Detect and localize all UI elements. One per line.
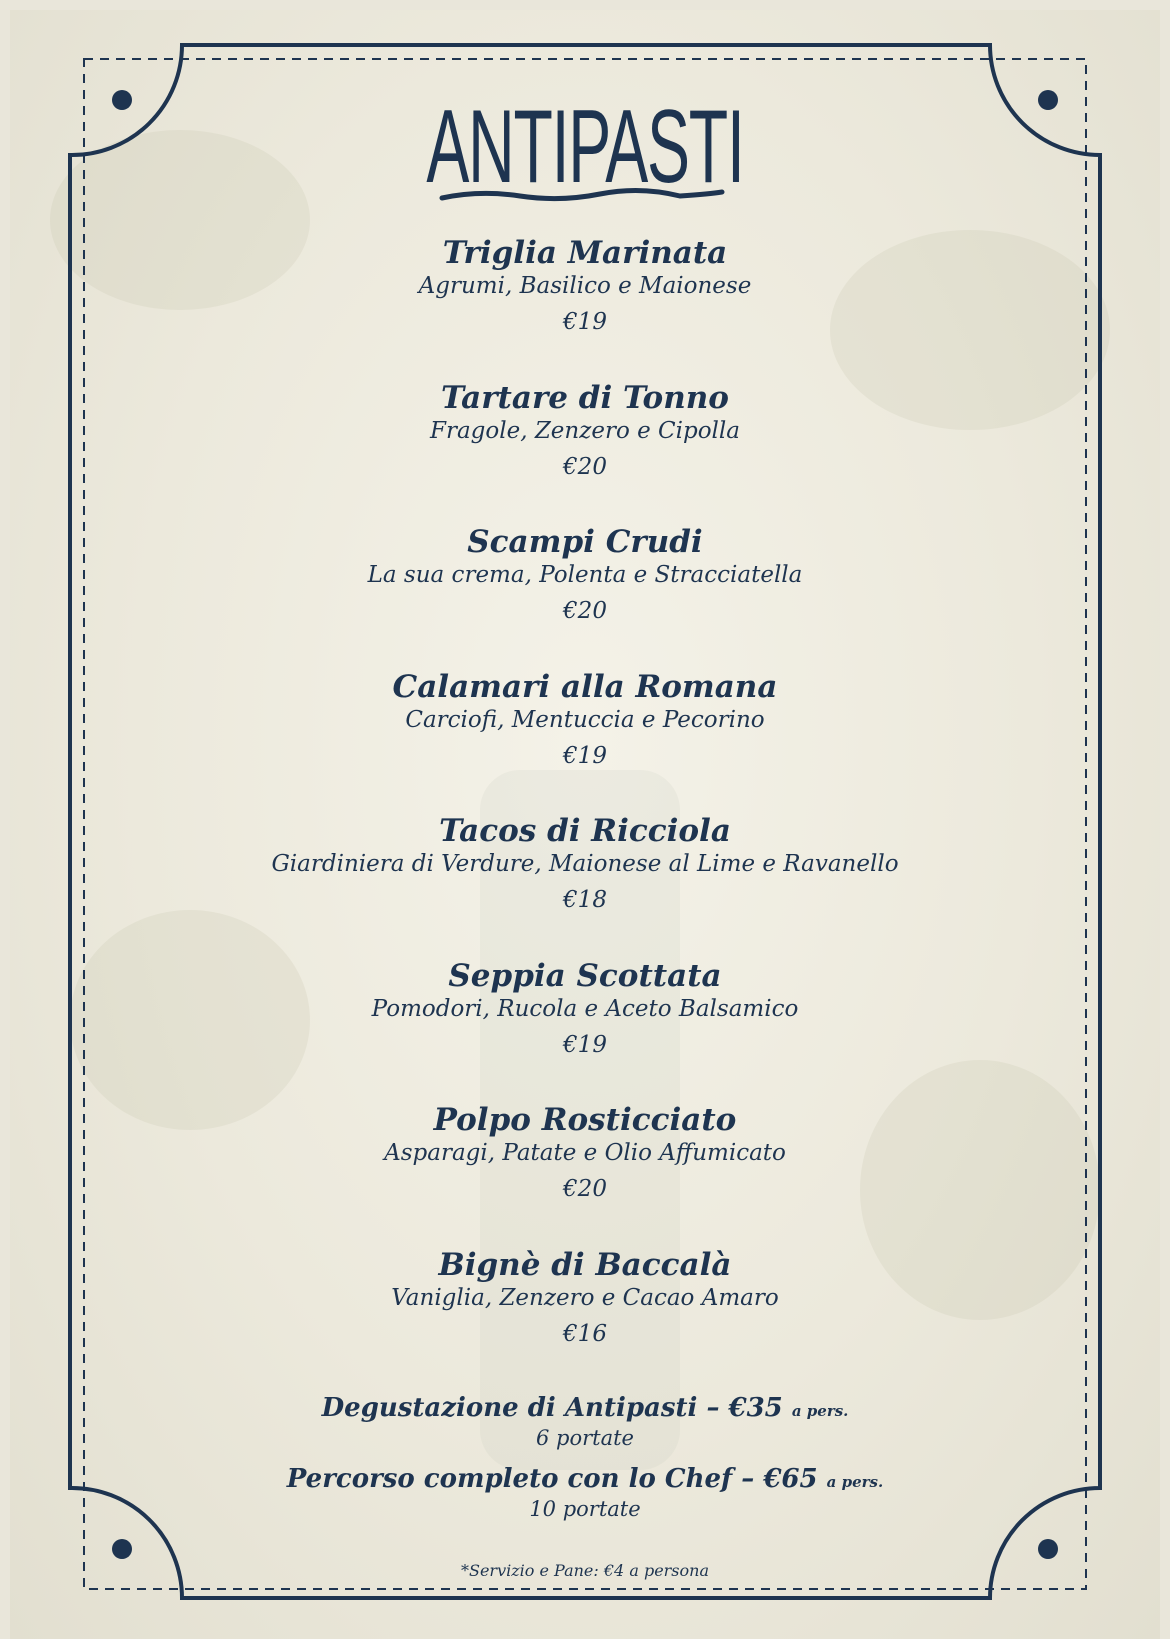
corner-dot-icon [1038,90,1058,110]
tasting-courses: 6 portate [536,1426,634,1450]
service-footnote: *Servizio e Pane: €4 a persona [460,1561,709,1580]
dish-name: Bignè di Baccalà [438,1246,732,1283]
tasting-separator: – [697,1393,729,1423]
dish-price: €16 [563,1320,607,1347]
dish-price: €20 [563,1176,607,1202]
dish-name: Calamari alla Romana [392,668,778,705]
dish-name: Triglia Marinata [442,235,728,271]
dish-price: €20 [563,598,607,624]
dish-price: €19 [563,1031,607,1058]
dish-name: Tacos di Ricciola [439,813,731,849]
dish-name: Scampi Crudi [467,524,703,560]
dish-description: Asparagi, Patate e Olio Affumicato [384,1140,786,1166]
tasting-courses: 10 portate [529,1497,641,1521]
dish-name: Tartare di Tonno [441,379,729,416]
list-item [10,813,1160,958]
tasting-menu-option [10,1393,1160,1450]
list-item [10,1102,1160,1247]
list-item [10,958,1160,1103]
tasting-unit: a pers. [826,1473,884,1491]
dish-description: La sua crema, Polenta e Stracciatella [367,562,803,588]
tasting-separator: – [732,1464,764,1494]
antipasti-list [10,235,1160,1391]
dish-name: Polpo Rosticciato [433,1102,737,1138]
dish-description: Giardiniera di Verdure, Maionese al Lime e Ravanello [271,851,899,877]
corner-dot-icon [112,90,132,110]
dish-description: Carciofi, Mentuccia e Pecorino [405,706,765,733]
list-item [10,380,1160,525]
page-title: ANTIPASTI [426,89,744,205]
tasting-unit: a pers. [791,1402,849,1420]
dish-price: €19 [563,309,607,335]
list-item [10,235,1160,380]
corner-dot-icon [112,1539,132,1559]
tasting-menu-option [10,1464,1160,1521]
list-item [10,1247,1160,1392]
menu-page [10,10,1160,1639]
dish-price: €18 [563,887,607,913]
dish-description: Pomodori, Rucola e Aceto Balsamico [371,995,799,1022]
dish-description: Vaniglia, Zenzero e Cacao Amaro [391,1284,779,1311]
tasting-price: €65 [763,1464,818,1494]
corner-dot-icon [1038,1539,1058,1559]
tasting-price: €35 [728,1393,783,1423]
dish-price: €20 [563,453,607,480]
tasting-name: Degustazione di Antipasti [321,1393,698,1423]
list-item [10,669,1160,814]
dish-price: €19 [563,742,607,769]
dish-description: Agrumi, Basilico e Maionese [418,273,752,299]
dish-description: Fragole, Zenzero e Cipolla [430,417,740,444]
tasting-name: Percorso completo con lo Chef [286,1464,733,1494]
list-item [10,524,1160,669]
dish-name: Seppia Scottata [448,957,722,994]
